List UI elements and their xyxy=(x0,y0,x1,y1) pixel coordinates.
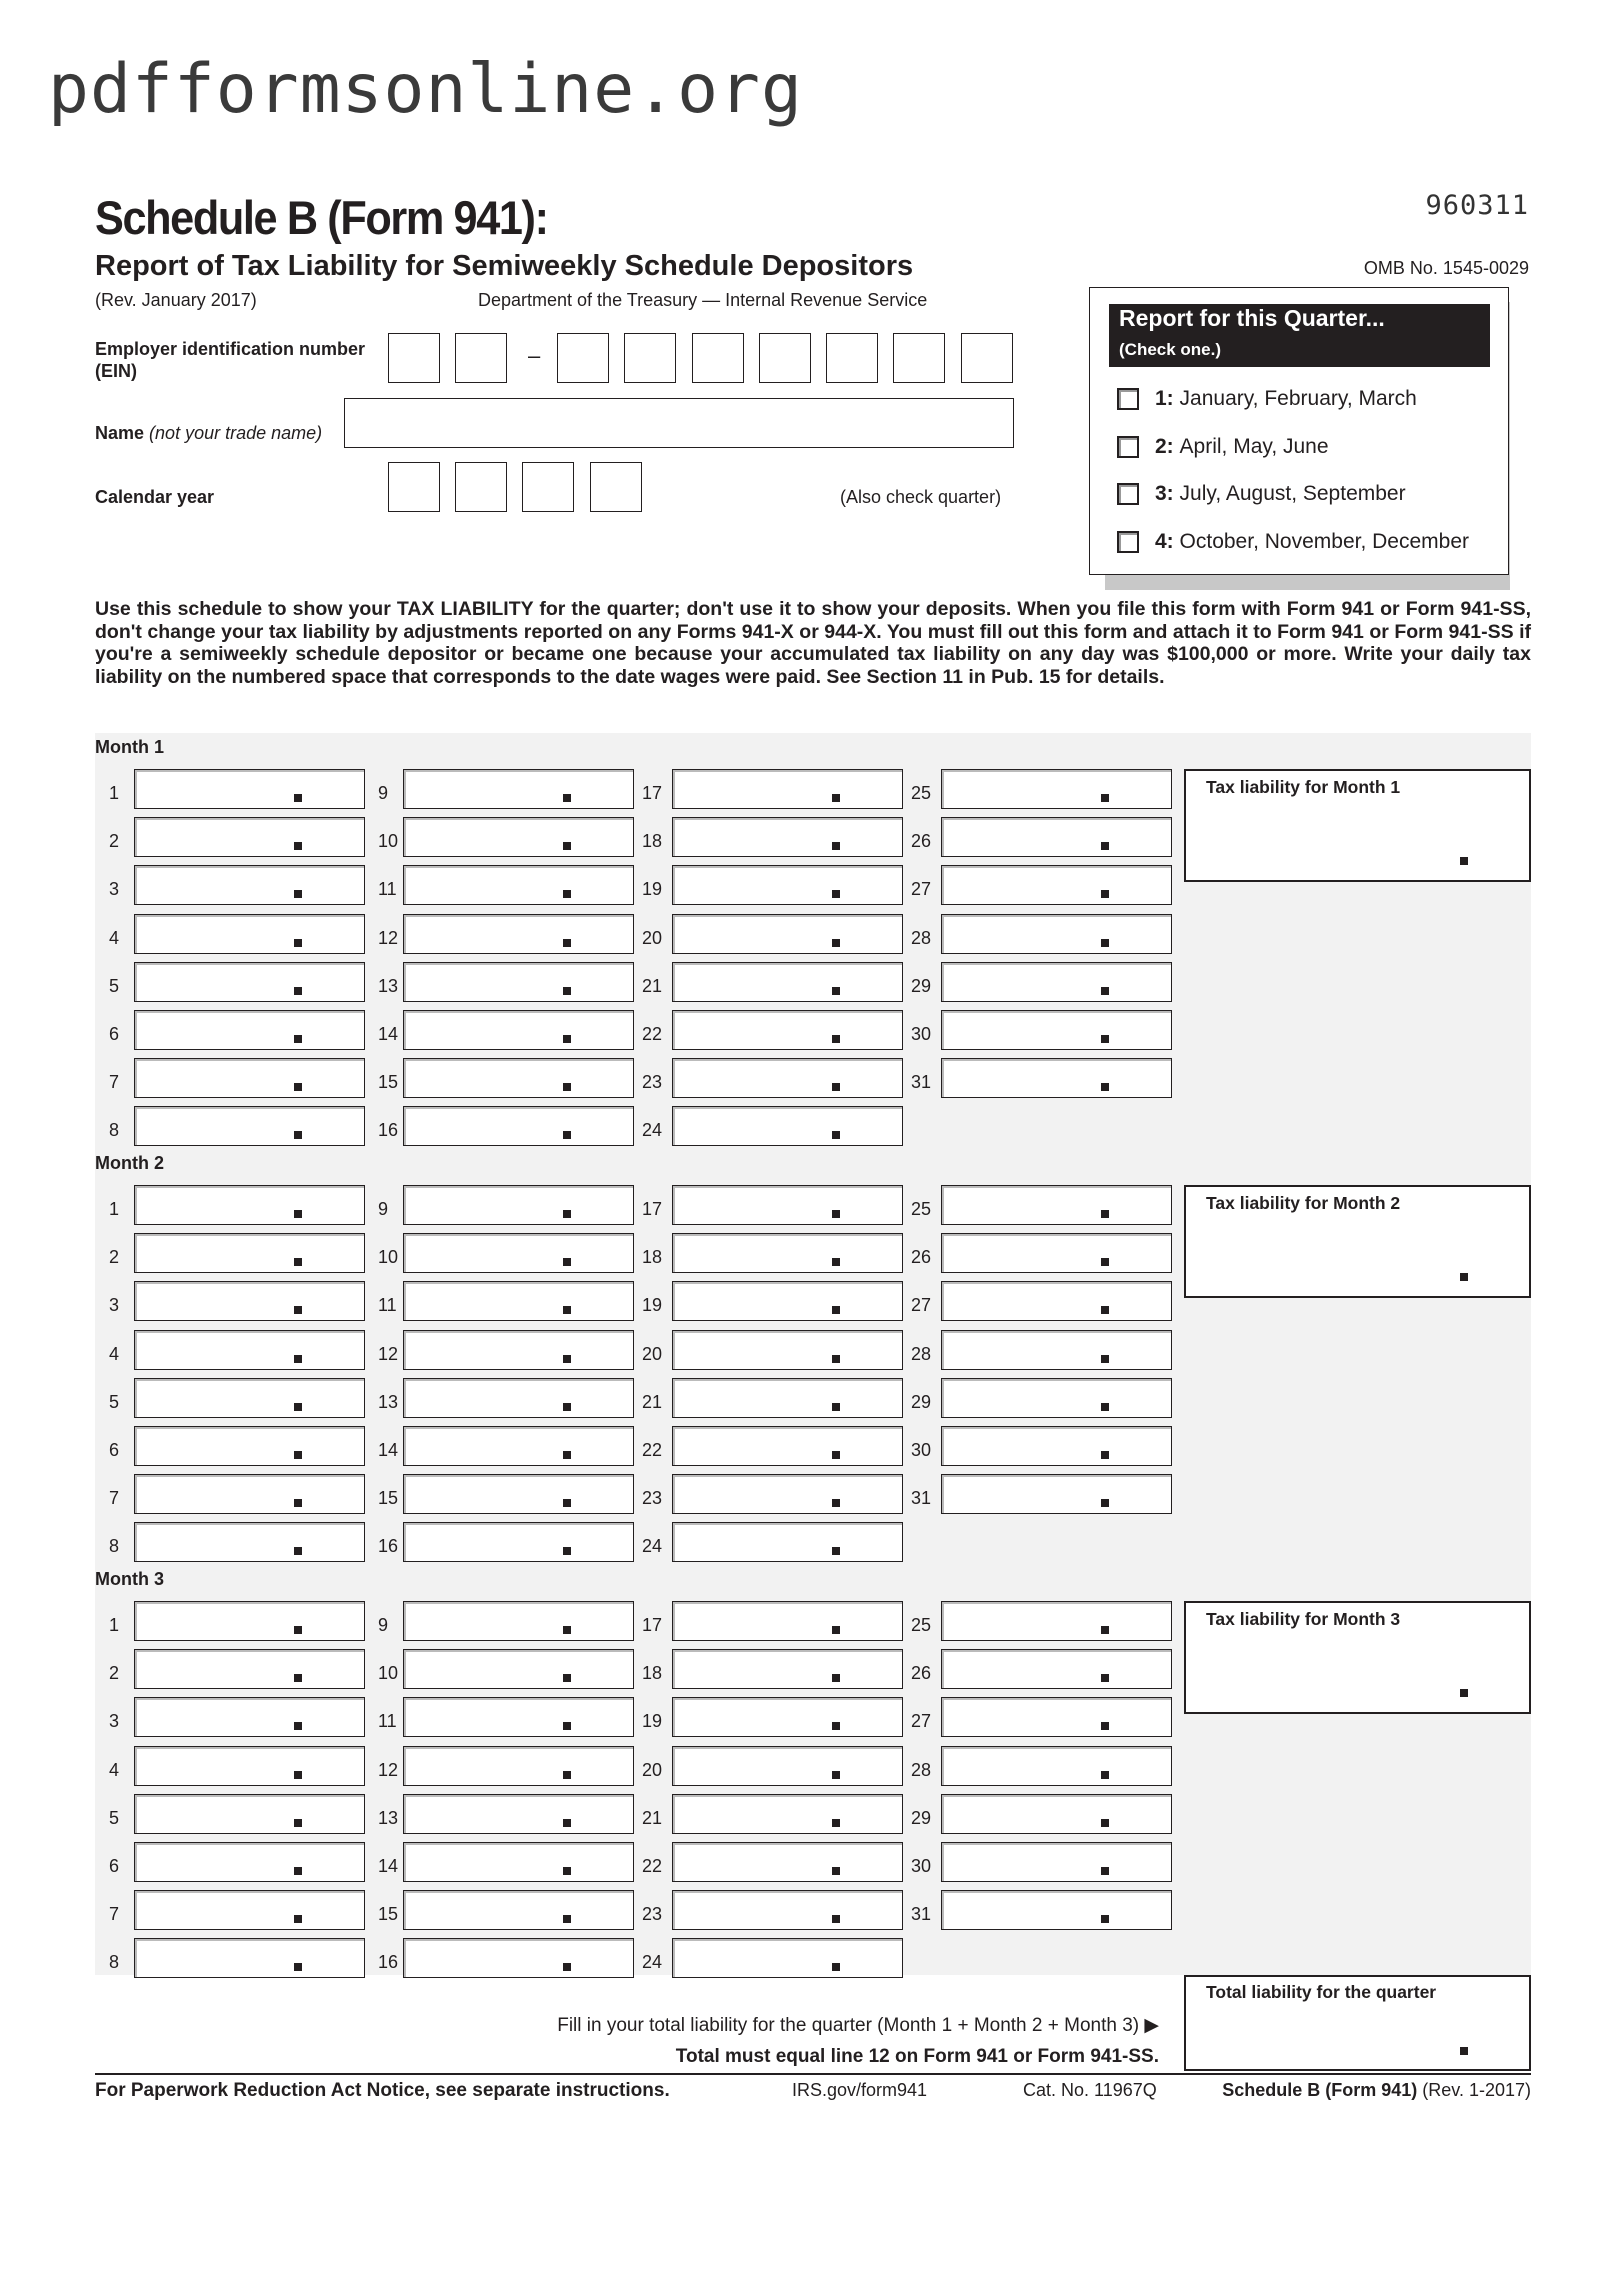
quarter-1-label: January, February, March xyxy=(1179,387,1417,410)
month-2-day-26-number: 26 xyxy=(911,1247,932,1268)
calendar-year-label: Calendar year xyxy=(95,487,215,507)
month-3-day-27-liability-field[interactable] xyxy=(941,1697,1172,1737)
month-3-day-23-liability-field[interactable] xyxy=(672,1890,903,1930)
month-3-total-label: Tax liability for Month 3 xyxy=(1206,1609,1401,1629)
ein-digit-5[interactable] xyxy=(692,333,744,383)
form-id-number: 960311 xyxy=(1425,190,1529,221)
month-2-day-6-liability-field[interactable] xyxy=(134,1426,365,1466)
month-3-day-3-liability-field[interactable] xyxy=(134,1697,365,1737)
month-3-day-13-number: 13 xyxy=(378,1807,399,1828)
footer-rule xyxy=(95,2073,1531,2075)
month-1-day-12-number: 12 xyxy=(378,927,399,948)
schedule-footer-name: Schedule B (Form 941) xyxy=(1222,2080,1418,2100)
name-field[interactable] xyxy=(344,398,1014,448)
name-label xyxy=(95,423,322,444)
month-2-day-1-number: 1 xyxy=(109,1199,120,1219)
month-2-day-28-liability-field[interactable] xyxy=(941,1330,1172,1370)
month-2-day-27-number: 27 xyxy=(911,1295,932,1316)
month-2-day-19-liability-field[interactable] xyxy=(672,1281,903,1321)
month-2-day-4-liability-field[interactable] xyxy=(134,1330,365,1370)
month-1-day-6-liability-field[interactable] xyxy=(134,1010,365,1050)
month-3-day-14-number: 14 xyxy=(378,1856,399,1876)
month-2-day-16-number: 16 xyxy=(378,1536,399,1557)
month-2-day-16-liability-field[interactable] xyxy=(403,1522,634,1562)
month-1-day-19-liability-field[interactable] xyxy=(672,865,903,905)
total-liability-box[interactable] xyxy=(1184,1975,1531,2071)
month-1-day-10-number: 10 xyxy=(378,831,399,852)
total-liability-label: Total liability for the quarter xyxy=(1206,1982,1437,2002)
ein-digit-9[interactable] xyxy=(961,333,1013,383)
month-3-day-9-number: 9 xyxy=(378,1615,389,1635)
month-3-day-15-number: 15 xyxy=(378,1904,399,1925)
month-2-day-9-liability-field[interactable] xyxy=(403,1185,634,1225)
month-1-day-25-liability-field[interactable] xyxy=(941,769,1172,809)
month-1-day-31-number: 31 xyxy=(911,1072,932,1093)
ein-digit-1[interactable] xyxy=(388,333,440,383)
month-1-day-14-number: 14 xyxy=(378,1024,399,1044)
month-1-day-21-number: 21 xyxy=(642,975,663,996)
month-3-day-1-number: 1 xyxy=(109,1615,120,1635)
month-1-day-27-liability-field[interactable] xyxy=(941,865,1172,905)
month-1-day-5-number: 5 xyxy=(109,975,120,996)
quarter-option-3[interactable] xyxy=(1117,482,1406,506)
catalog-number: Cat. No. 11967Q xyxy=(1023,2080,1157,2100)
month-2-day-27-liability-field[interactable] xyxy=(941,1281,1172,1321)
month-2-day-31-liability-field[interactable] xyxy=(941,1474,1172,1514)
month-3-day-6-number: 6 xyxy=(109,1856,120,1876)
month-3-day-20-number: 20 xyxy=(642,1759,663,1780)
month-3-day-3-number: 3 xyxy=(109,1711,120,1732)
month-1-day-1-liability-field[interactable] xyxy=(134,769,365,809)
month-1-day-30-liability-field[interactable] xyxy=(941,1010,1172,1050)
quarter-4-label: October, November, December xyxy=(1179,530,1469,553)
month-3-day-8-liability-field[interactable] xyxy=(134,1938,365,1978)
month-1-day-2-number: 2 xyxy=(109,831,120,852)
quarter-subheading: (Check one.) xyxy=(1119,340,1222,359)
month-2-label: Month 2 xyxy=(95,1153,164,1173)
quarter-1-checkbox[interactable] xyxy=(1117,388,1139,410)
month-2-day-18-liability-field[interactable] xyxy=(672,1233,903,1273)
month-3-day-13-liability-field[interactable] xyxy=(403,1794,634,1834)
month-1-day-18-number: 18 xyxy=(642,831,663,852)
ein-digit-4[interactable] xyxy=(624,333,676,383)
month-1-day-16-number: 16 xyxy=(378,1120,399,1141)
month-1-day-22-number: 22 xyxy=(642,1024,663,1044)
month-3-day-4-number: 4 xyxy=(109,1759,120,1780)
month-2-day-28-number: 28 xyxy=(911,1343,932,1364)
month-3-day-17-number: 17 xyxy=(642,1615,663,1635)
ein-digit-8[interactable] xyxy=(893,333,945,383)
ein-label xyxy=(95,338,365,382)
month-3-day-21-liability-field[interactable] xyxy=(672,1794,903,1834)
month-1-day-2-liability-field[interactable] xyxy=(134,817,365,857)
ein-label-main: Employer identification number xyxy=(95,339,366,359)
instructions-paragraph: Use this schedule to show your TAX LIABILITY for the quarter; don't use it to show your deposits. When you file this form with Form 941 or Form 941-SS, don't change your tax liability by adjustments reported on any Forms 941-X or 944-X. You must fill out this form and attach it to Form 941 or Form 941-SS if you're a semiweekly schedule depositor or became one because your accumulated tax liability on any day was $100,000 or more. Write your daily tax liability on the numbered space that corresponds to the date wages were paid. See Section 11 in Pub. 15 for details. xyxy=(95,598,1531,688)
month-3-day-19-liability-field[interactable] xyxy=(672,1697,903,1737)
month-1-day-24-liability-field[interactable] xyxy=(672,1106,903,1146)
month-1-day-28-liability-field[interactable] xyxy=(941,914,1172,954)
month-2-day-12-number: 12 xyxy=(378,1343,399,1364)
year-digit-3[interactable] xyxy=(522,462,574,512)
month-2-day-12-liability-field[interactable] xyxy=(403,1330,634,1370)
ein-digit-3[interactable] xyxy=(557,333,609,383)
month-1-day-5-liability-field[interactable] xyxy=(134,962,365,1002)
month-1-day-29-liability-field[interactable] xyxy=(941,962,1172,1002)
month-2-day-20-number: 20 xyxy=(642,1343,663,1364)
month-1-day-3-number: 3 xyxy=(109,879,120,900)
month-3-day-4-liability-field[interactable] xyxy=(134,1746,365,1786)
month-3-day-28-liability-field[interactable] xyxy=(941,1746,1172,1786)
schedule-footer-id xyxy=(1222,2080,1531,2101)
month-1-day-6-number: 6 xyxy=(109,1024,120,1044)
form-title: Schedule B (Form 941): xyxy=(95,191,548,244)
month-1-day-24-number: 24 xyxy=(642,1120,663,1141)
month-3-day-7-liability-field[interactable] xyxy=(134,1890,365,1930)
month-1-label: Month 1 xyxy=(95,737,164,757)
month-2-day-7-liability-field[interactable] xyxy=(134,1474,365,1514)
year-digit-4[interactable] xyxy=(590,462,642,512)
month-1-day-7-liability-field[interactable] xyxy=(134,1058,365,1098)
month-3-total-box[interactable] xyxy=(1184,1601,1531,1714)
month-3-day-23-number: 23 xyxy=(642,1904,663,1925)
month-2-day-10-liability-field[interactable] xyxy=(403,1233,634,1273)
month-3-day-16-liability-field[interactable] xyxy=(403,1938,634,1978)
month-2-day-17-liability-field[interactable] xyxy=(672,1185,903,1225)
month-2-day-7-number: 7 xyxy=(109,1488,120,1509)
quarter-4-number: 4: xyxy=(1155,530,1174,553)
month-1-day-26-liability-field[interactable] xyxy=(941,817,1172,857)
month-2-day-18-number: 18 xyxy=(642,1247,663,1268)
month-1-day-3-liability-field[interactable] xyxy=(134,865,365,905)
month-1-day-31-liability-field[interactable] xyxy=(941,1058,1172,1098)
month-1-day-23-liability-field[interactable] xyxy=(672,1058,903,1098)
month-3-day-11-number: 11 xyxy=(378,1711,397,1732)
month-3-day-26-liability-field[interactable] xyxy=(941,1649,1172,1689)
quarter-1-number: 1: xyxy=(1155,387,1174,410)
month-3-day-17-liability-field[interactable] xyxy=(672,1601,903,1641)
month-3-day-1-liability-field[interactable] xyxy=(134,1601,365,1641)
month-3-day-30-number: 30 xyxy=(911,1856,932,1876)
month-2-day-30-number: 30 xyxy=(911,1440,932,1460)
month-3-day-29-liability-field[interactable] xyxy=(941,1794,1172,1834)
month-2-day-17-number: 17 xyxy=(642,1199,663,1219)
month-1-total-box[interactable] xyxy=(1184,769,1531,882)
paperwork-notice: For Paperwork Reduction Act Notice, see separate instructions. xyxy=(95,2080,670,2101)
month-2-day-23-number: 23 xyxy=(642,1488,663,1509)
quarter-option-4[interactable] xyxy=(1117,530,1469,554)
month-3-day-18-number: 18 xyxy=(642,1663,663,1684)
month-2-day-30-liability-field[interactable] xyxy=(941,1426,1172,1466)
irs-url: IRS.gov/form941 xyxy=(792,2080,928,2100)
month-1-day-7-number: 7 xyxy=(109,1072,120,1093)
month-1-day-16-liability-field[interactable] xyxy=(403,1106,634,1146)
month-1-day-9-liability-field[interactable] xyxy=(403,769,634,809)
month-3-day-12-liability-field[interactable] xyxy=(403,1746,634,1786)
month-3-day-15-liability-field[interactable] xyxy=(403,1890,634,1930)
quarter-3-label: July, August, September xyxy=(1179,482,1406,505)
quarter-2-checkbox[interactable] xyxy=(1117,436,1139,458)
month-3-day-2-liability-field[interactable] xyxy=(134,1649,365,1689)
month-3-day-10-liability-field[interactable] xyxy=(403,1649,634,1689)
month-1-day-25-number: 25 xyxy=(911,783,932,803)
omb-number: OMB No. 1545-0029 xyxy=(1363,258,1529,278)
month-3-day-10-number: 10 xyxy=(378,1663,399,1684)
name-label-main: Name xyxy=(95,423,145,443)
department-line: Department of the Treasury — Internal Revenue Service xyxy=(478,290,928,310)
year-digit-1[interactable] xyxy=(388,462,440,512)
month-3-day-31-number: 31 xyxy=(911,1904,932,1925)
quarter-option-1[interactable] xyxy=(1117,387,1417,411)
month-3-day-5-number: 5 xyxy=(109,1807,120,1828)
month-3-day-22-liability-field[interactable] xyxy=(672,1842,903,1882)
month-3-day-21-number: 21 xyxy=(642,1807,663,1828)
month-1-day-27-number: 27 xyxy=(911,879,932,900)
month-2-day-2-liability-field[interactable] xyxy=(134,1233,365,1273)
month-1-day-4-number: 4 xyxy=(109,927,120,948)
quarter-2-number: 2: xyxy=(1155,435,1174,458)
decimal-point xyxy=(1460,1273,1468,1281)
month-2-day-22-number: 22 xyxy=(642,1440,663,1460)
month-2-day-15-number: 15 xyxy=(378,1488,399,1509)
month-3-day-26-number: 26 xyxy=(911,1663,932,1684)
month-1-day-29-number: 29 xyxy=(911,975,932,996)
month-2-day-13-number: 13 xyxy=(378,1391,399,1412)
month-1-day-18-liability-field[interactable] xyxy=(672,817,903,857)
month-2-day-5-liability-field[interactable] xyxy=(134,1378,365,1418)
month-1-day-21-liability-field[interactable] xyxy=(672,962,903,1002)
month-2-day-23-liability-field[interactable] xyxy=(672,1474,903,1514)
month-2-day-29-liability-field[interactable] xyxy=(941,1378,1172,1418)
month-2-day-26-liability-field[interactable] xyxy=(941,1233,1172,1273)
month-1-day-17-liability-field[interactable] xyxy=(672,769,903,809)
month-2-day-24-liability-field[interactable] xyxy=(672,1522,903,1562)
decimal-point xyxy=(1460,2047,1468,2055)
month-3-day-27-number: 27 xyxy=(911,1711,932,1732)
month-2-day-11-liability-field[interactable] xyxy=(403,1281,634,1321)
revision-date: (Rev. January 2017) xyxy=(95,290,257,310)
month-3-day-31-liability-field[interactable] xyxy=(941,1890,1172,1930)
name-label-note: (not your trade name) xyxy=(149,423,323,443)
month-1-day-15-liability-field[interactable] xyxy=(403,1058,634,1098)
decimal-point xyxy=(1460,1689,1468,1697)
month-2-day-4-number: 4 xyxy=(109,1343,120,1364)
month-1-day-11-liability-field[interactable] xyxy=(403,865,634,905)
month-3-day-25-liability-field[interactable] xyxy=(941,1601,1172,1641)
month-3-day-16-number: 16 xyxy=(378,1952,399,1973)
quarter-2-label: April, May, June xyxy=(1179,435,1329,458)
decimal-point xyxy=(1460,857,1468,865)
month-1-day-22-liability-field[interactable] xyxy=(672,1010,903,1050)
month-2-day-21-number: 21 xyxy=(642,1391,663,1412)
month-3-day-22-number: 22 xyxy=(642,1856,663,1876)
month-2-day-19-number: 19 xyxy=(642,1295,663,1316)
schedule-footer-rev: (Rev. 1-2017) xyxy=(1417,2080,1531,2100)
total-must-equal-note: Total must equal line 12 on Form 941 or Form 941-SS. xyxy=(675,2046,1159,2067)
ein-digit-6[interactable] xyxy=(759,333,811,383)
month-1-day-23-number: 23 xyxy=(642,1072,663,1093)
month-2-day-20-liability-field[interactable] xyxy=(672,1330,903,1370)
month-3-day-2-number: 2 xyxy=(109,1663,120,1684)
month-2-day-31-number: 31 xyxy=(911,1488,932,1509)
month-3-day-14-liability-field[interactable] xyxy=(403,1842,634,1882)
month-2-day-2-number: 2 xyxy=(109,1247,120,1268)
month-1-day-11-number: 11 xyxy=(378,879,397,900)
month-1-day-26-number: 26 xyxy=(911,831,932,852)
quarter-panel-header xyxy=(1109,304,1490,367)
month-3-day-30-liability-field[interactable] xyxy=(941,1842,1172,1882)
month-2-day-14-liability-field[interactable] xyxy=(403,1426,634,1466)
month-3-day-5-liability-field[interactable] xyxy=(134,1794,365,1834)
month-3-day-6-liability-field[interactable] xyxy=(134,1842,365,1882)
month-1-day-8-number: 8 xyxy=(109,1120,120,1141)
also-check-quarter-note: (Also check quarter) xyxy=(840,487,1002,507)
month-2-day-15-liability-field[interactable] xyxy=(403,1474,634,1514)
month-2-total-box[interactable] xyxy=(1184,1185,1531,1298)
month-3-day-24-liability-field[interactable] xyxy=(672,1938,903,1978)
month-1-day-10-liability-field[interactable] xyxy=(403,817,634,857)
month-3-day-19-number: 19 xyxy=(642,1711,663,1732)
month-3-day-9-liability-field[interactable] xyxy=(403,1601,634,1641)
month-1-day-12-liability-field[interactable] xyxy=(403,914,634,954)
month-2-total-label: Tax liability for Month 2 xyxy=(1206,1193,1401,1213)
month-2-day-6-number: 6 xyxy=(109,1440,120,1460)
month-1-day-9-number: 9 xyxy=(378,783,389,803)
month-3-day-25-number: 25 xyxy=(911,1615,932,1635)
month-1-day-19-number: 19 xyxy=(642,879,663,900)
month-2-day-5-number: 5 xyxy=(109,1391,120,1412)
month-3-day-12-number: 12 xyxy=(378,1759,399,1780)
quarter-3-number: 3: xyxy=(1155,482,1174,505)
month-2-day-8-liability-field[interactable] xyxy=(134,1522,365,1562)
month-1-day-28-number: 28 xyxy=(911,927,932,948)
month-2-day-21-liability-field[interactable] xyxy=(672,1378,903,1418)
month-3-label: Month 3 xyxy=(95,1569,164,1589)
month-1-day-13-number: 13 xyxy=(378,975,399,996)
month-1-day-4-liability-field[interactable] xyxy=(134,914,365,954)
ein-digit-7[interactable] xyxy=(826,333,878,383)
month-1-day-15-number: 15 xyxy=(378,1072,399,1093)
month-2-day-3-liability-field[interactable] xyxy=(134,1281,365,1321)
month-2-day-3-number: 3 xyxy=(109,1295,120,1316)
month-1-day-20-liability-field[interactable] xyxy=(672,914,903,954)
month-2-day-9-number: 9 xyxy=(378,1199,389,1219)
month-3-day-24-number: 24 xyxy=(642,1952,663,1973)
quarter-heading: Report for this Quarter... xyxy=(1119,305,1385,331)
month-3-day-29-number: 29 xyxy=(911,1807,932,1828)
month-3-day-11-liability-field[interactable] xyxy=(403,1697,634,1737)
month-1-day-14-liability-field[interactable] xyxy=(403,1010,634,1050)
month-3-day-28-number: 28 xyxy=(911,1759,932,1780)
month-1-day-8-liability-field[interactable] xyxy=(134,1106,365,1146)
month-1-day-30-number: 30 xyxy=(911,1024,932,1044)
month-1-total-label: Tax liability for Month 1 xyxy=(1206,777,1401,797)
month-2-day-10-number: 10 xyxy=(378,1247,399,1268)
watermark: pdfformsonline.org xyxy=(48,50,803,129)
month-1-day-13-liability-field[interactable] xyxy=(403,962,634,1002)
form-subtitle: Report of Tax Liability for Semiweekly Schedule Depositors xyxy=(95,250,914,282)
year-digit-2[interactable] xyxy=(455,462,507,512)
month-2-day-11-number: 11 xyxy=(378,1295,397,1316)
total-fill-instruction: Fill in your total liability for the quarter (Month 1 + Month 2 + Month 3) ▶ xyxy=(557,2015,1159,2036)
month-2-day-25-liability-field[interactable] xyxy=(941,1185,1172,1225)
month-2-day-1-liability-field[interactable] xyxy=(134,1185,365,1225)
month-3-day-18-liability-field[interactable] xyxy=(672,1649,903,1689)
month-2-day-29-number: 29 xyxy=(911,1391,932,1412)
month-3-day-7-number: 7 xyxy=(109,1904,120,1925)
month-2-day-25-number: 25 xyxy=(911,1199,932,1219)
month-3-day-8-number: 8 xyxy=(109,1952,120,1973)
ein-dash: – xyxy=(528,343,541,368)
month-2-day-8-number: 8 xyxy=(109,1536,120,1557)
quarter-option-2[interactable] xyxy=(1117,435,1329,459)
ein-label-sub: (EIN) xyxy=(95,361,137,381)
month-2-day-22-liability-field[interactable] xyxy=(672,1426,903,1466)
month-3-day-20-liability-field[interactable] xyxy=(672,1746,903,1786)
quarter-4-checkbox[interactable] xyxy=(1117,531,1139,553)
month-1-day-20-number: 20 xyxy=(642,927,663,948)
month-1-day-1-number: 1 xyxy=(109,783,120,803)
month-2-day-13-liability-field[interactable] xyxy=(403,1378,634,1418)
month-2-day-14-number: 14 xyxy=(378,1440,399,1460)
quarter-3-checkbox[interactable] xyxy=(1117,483,1139,505)
month-1-day-17-number: 17 xyxy=(642,783,663,803)
ein-digit-2[interactable] xyxy=(455,333,507,383)
month-2-day-24-number: 24 xyxy=(642,1536,663,1557)
